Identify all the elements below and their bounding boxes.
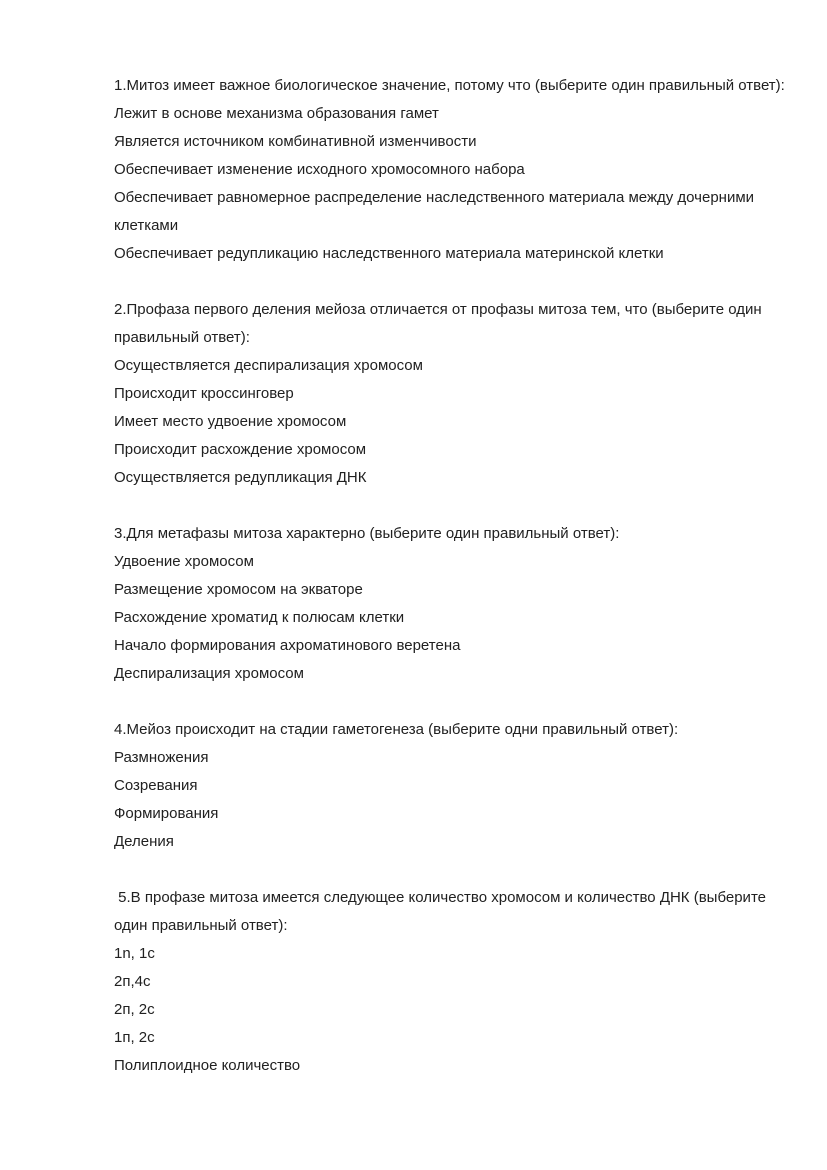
question-block-3 <box>114 520 794 688</box>
question-block-4 <box>114 716 794 856</box>
question-5-option-3: 2п, 2с <box>114 1001 155 1018</box>
question-2-option-2: Происходит кроссинговер <box>114 385 294 402</box>
question-2-option-3: Имеет место удвоение хромосом <box>114 413 347 430</box>
question-1-option-3: Обеспечивает изменение исходного хромосомного набора <box>114 161 525 178</box>
question-4-option-1: Размножения <box>114 749 209 766</box>
question-4-option-3: Формирования <box>114 805 219 822</box>
question-3-option-4: Начало формирования ахроматинового веретена <box>114 637 461 654</box>
question-3-option-1: Удвоение хромосом <box>114 553 254 570</box>
question-5-option-4: 1п, 2с <box>114 1029 155 1046</box>
question-block-5 <box>114 884 794 1080</box>
question-4-text: 4.Мейоз происходит на стадии гаметогенеза (выберите одни правильный ответ): <box>114 721 679 738</box>
question-block-1 <box>114 72 794 268</box>
question-3-text: 3.Для метафазы митоза характерно (выберите один правильный ответ): <box>114 525 620 542</box>
question-4-option-2: Созревания <box>114 777 198 794</box>
question-1-text: 1.Митоз имеет важное биологическое значение, потому что (выберите один правильный ответ): <box>114 77 785 94</box>
question-5-option-5: Полиплоидное количество <box>114 1057 301 1074</box>
question-5-text: 5.В профазе митоза имеется следующее количество хромосом и количество ДНК (выберите один правильный ответ): <box>114 889 771 934</box>
question-3-option-5: Деспирализация хромосом <box>114 665 304 682</box>
question-4-option-4: Деления <box>114 833 174 850</box>
question-1-option-4: Обеспечивает равномерное распределение наследственного материала между дочерними клетками <box>114 189 759 234</box>
question-5-option-1: 1n, 1c <box>114 945 155 962</box>
question-3-option-3: Расхождение хроматид к полюсам клетки <box>114 609 405 626</box>
question-block-2 <box>114 296 794 492</box>
question-2-option-1: Осуществляется деспирализация хромосом <box>114 357 423 374</box>
question-2-option-5: Осуществляется редупликация ДНК <box>114 469 367 486</box>
question-3-option-2: Размещение хромосом на экваторе <box>114 581 363 598</box>
question-1-option-2: Является источником комбинативной изменчивости <box>114 133 477 150</box>
question-2-text: 2.Профаза первого деления мейоза отличается от профазы митоза тем, что (выберите один правильный ответ): <box>114 301 766 346</box>
question-1-option-1: Лежит в основе механизма образования гамет <box>114 105 439 122</box>
quiz-content <box>114 72 794 1080</box>
question-2-option-4: Происходит расхождение хромосом <box>114 441 367 458</box>
question-5-option-2: 2п,4с <box>114 973 151 990</box>
question-1-option-5: Обеспечивает редупликацию наследственного материала материнской клетки <box>114 245 664 262</box>
